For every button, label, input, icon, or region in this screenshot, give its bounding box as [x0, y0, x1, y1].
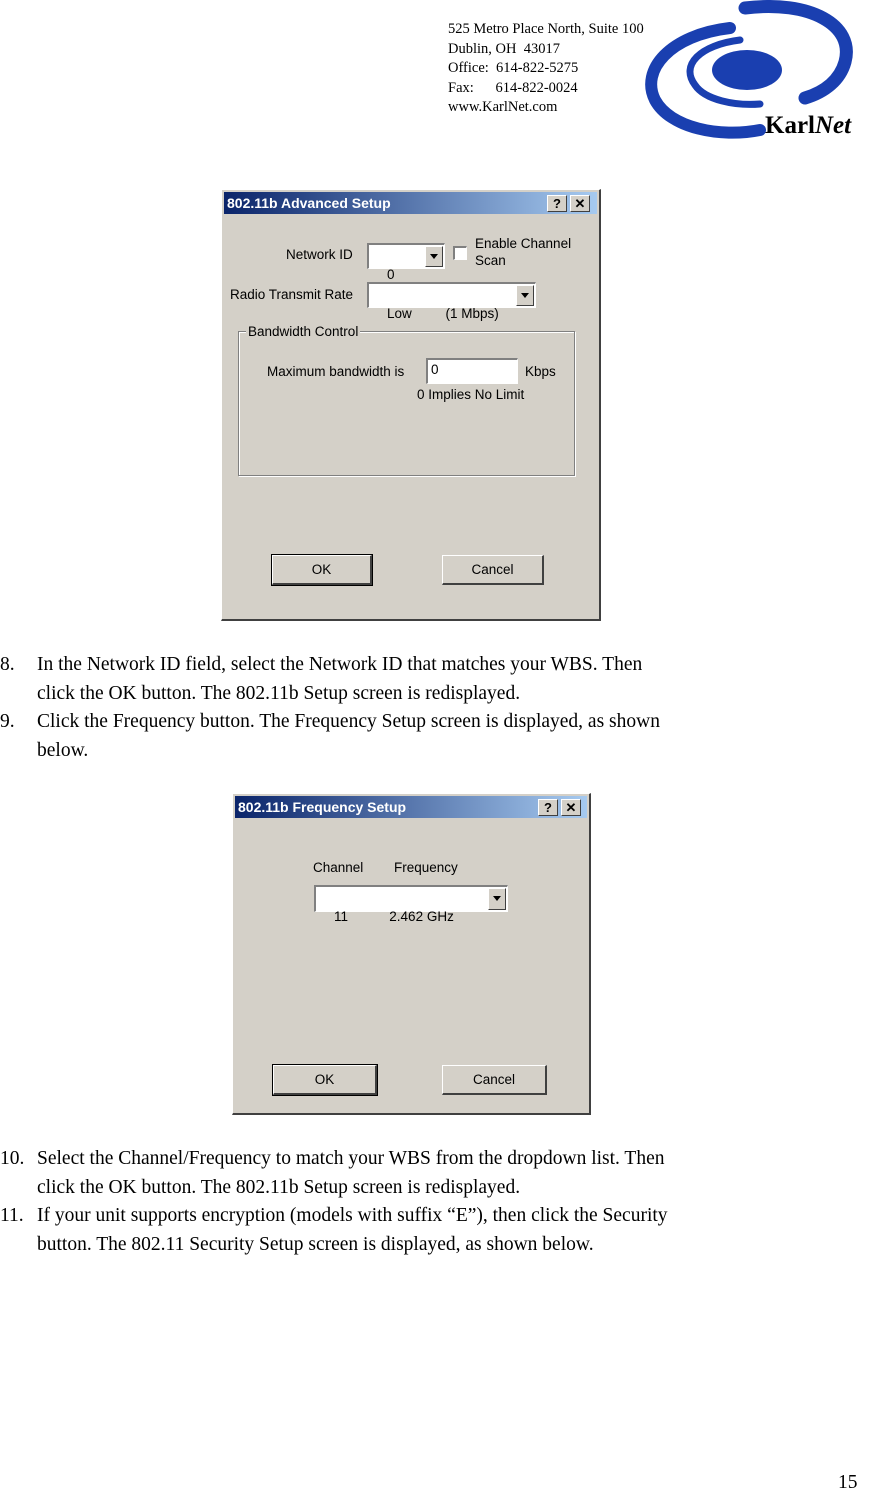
step-text: click the OK button. The 802.11b Setup screen is redisplayed. — [37, 682, 521, 704]
network-id-label: Network ID — [286, 247, 353, 262]
max-bandwidth-label: Maximum bandwidth is — [267, 364, 405, 379]
step-text: button. The 802.11 Security Setup screen is displayed, as shown below. — [37, 1233, 594, 1255]
no-limit-note: 0 Implies No Limit — [417, 387, 525, 402]
cancel-button[interactable]: Cancel — [442, 1065, 547, 1095]
frequency-label: Frequency — [394, 860, 458, 875]
dropdown-arrow-icon[interactable] — [488, 888, 506, 910]
step-text: Click the Frequency button. The Frequency Setup screen is displayed, as shown — [37, 711, 660, 732]
dialog-title: 802.11b Frequency Setup — [238, 799, 407, 815]
step-text: below. — [37, 739, 89, 761]
step-number: 11. — [0, 1205, 24, 1226]
dialog-titlebar — [235, 796, 587, 818]
bandwidth-group-label: Bandwidth Control — [248, 324, 359, 339]
step-text: click the OK button. The 802.11b Setup screen is redisplayed. — [37, 1176, 521, 1198]
dialog-title: 802.11b Advanced Setup — [227, 195, 391, 211]
frequency-setup-dialog — [232, 793, 591, 1115]
step-number: 9. — [0, 711, 15, 732]
channel-label: Channel — [313, 860, 364, 875]
dialog-titlebar — [224, 192, 597, 214]
ok-button[interactable]: OK — [272, 555, 372, 585]
channel-frequency-select[interactable]: 11 2.462 GHz — [314, 885, 508, 912]
address-line: Dublin, OH 43017 — [448, 40, 560, 57]
address-line: 525 Metro Place North, Suite 100 — [448, 21, 644, 37]
address-line: Office: 614-822-5275 — [448, 60, 579, 76]
help-button[interactable]: ? — [547, 195, 567, 212]
cancel-button[interactable]: Cancel — [442, 555, 544, 585]
step-text: In the Network ID field, select the Network ID that matches your WBS. Then — [37, 654, 643, 675]
enable-scan-label: Enable Channel Scan — [475, 236, 572, 268]
logo-wordmark: KarlNet — [765, 112, 852, 139]
enable-channel-scan-checkbox[interactable] — [453, 246, 467, 260]
step-number: 10. — [0, 1148, 25, 1169]
address-line: Fax: 614-822-0024 — [448, 79, 578, 96]
step-text: If your unit supports encryption (models with suffix “E”), then click the Security — [37, 1205, 668, 1226]
close-button[interactable]: ✕ — [561, 799, 581, 816]
ok-button[interactable]: OK — [273, 1065, 377, 1095]
dropdown-arrow-icon[interactable] — [425, 246, 443, 267]
advanced-setup-dialog — [221, 189, 601, 621]
radio-rate-select[interactable]: Low (1 Mbps) — [367, 282, 536, 308]
kbps-label: Kbps — [525, 364, 556, 379]
company-address — [448, 20, 644, 118]
max-bandwidth-input[interactable]: 0 — [426, 358, 518, 384]
dropdown-arrow-icon[interactable] — [516, 285, 534, 306]
close-button[interactable]: ✕ — [570, 195, 590, 212]
page-number: 15 — [838, 1472, 858, 1493]
step-text: Select the Channel/Frequency to match your WBS from the dropdown list. Then — [37, 1148, 665, 1169]
radio-rate-label: Radio Transmit Rate — [230, 287, 354, 302]
step-number: 8. — [0, 654, 15, 675]
network-id-select[interactable]: 0 — [367, 243, 445, 269]
help-button[interactable]: ? — [538, 799, 558, 816]
bandwidth-control-group — [238, 331, 575, 476]
website-line: www.KarlNet.com — [448, 99, 558, 115]
